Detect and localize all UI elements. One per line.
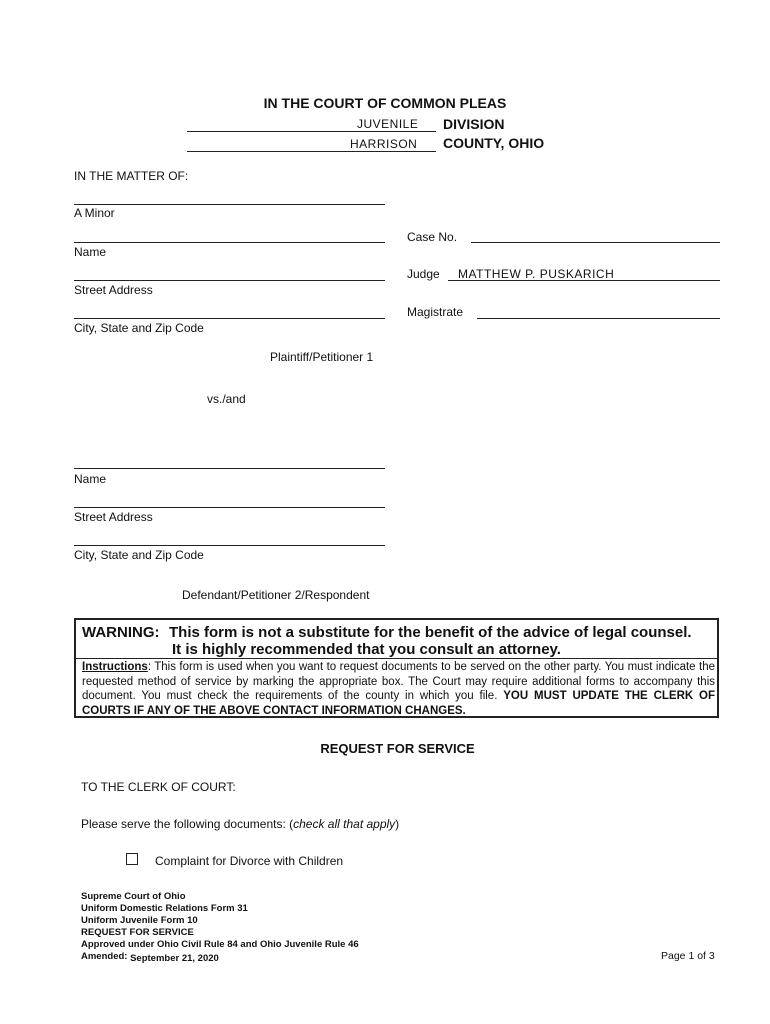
instructions-text	[82, 660, 715, 718]
party2-city-line	[74, 545, 385, 546]
footer-line-3: Uniform Juvenile Form 10	[81, 915, 198, 926]
party1-street-line	[74, 280, 385, 281]
request-title: REQUEST FOR SERVICE	[320, 741, 475, 756]
instructions-label: Instructions	[82, 661, 148, 673]
party1-name-line	[74, 242, 385, 243]
serve-instruction	[81, 817, 399, 831]
court-title: IN THE COURT OF COMMON PLEAS	[263, 95, 507, 111]
party1-role: Plaintiff/Petitioner 1	[270, 350, 374, 364]
minor-value[interactable]: A Minor	[74, 206, 115, 220]
party1-city-line	[74, 318, 385, 319]
judge-label: Judge	[407, 267, 440, 281]
division-label: DIVISION	[443, 116, 505, 132]
party1-city-label: City, State and Zip Code	[74, 321, 204, 335]
party2-role: Defendant/Petitioner 2/Respondent	[182, 588, 370, 602]
party1-street-label: Street Address	[74, 283, 153, 297]
page-number: Page 1 of 3	[661, 950, 715, 962]
case-no-label: Case No.	[407, 230, 458, 244]
amended-label: Amended:	[81, 951, 128, 962]
party2-street-line	[74, 507, 385, 508]
county-value[interactable]: HARRISON	[350, 137, 418, 151]
matter-line	[74, 204, 385, 205]
footer-line-5: Approved under Ohio Civil Rule 84 and Ohio Juvenile Rule 46	[81, 939, 359, 950]
division-value[interactable]: JUVENILE	[357, 117, 419, 131]
county-line	[187, 151, 436, 152]
instructions-body: : This form is used when you want to request documents to be served on the other party. You must indicate the requested method of service by marking the appropriate box. The Court may require additional forms to accompany this document. You must check the requirements of the county in which you file.	[82, 661, 715, 702]
warning-header	[76, 620, 717, 659]
form-footer	[81, 891, 359, 963]
footer-line-1: Supreme Court of Ohio	[81, 891, 186, 902]
magistrate-label: Magistrate	[407, 305, 464, 319]
warning-box	[74, 618, 719, 718]
footer-line-4: REQUEST FOR SERVICE	[81, 927, 194, 938]
warning-line-1: This form is not a substitute for the benefit of the advice of legal counsel.	[169, 624, 692, 641]
matter-label: IN THE MATTER OF:	[74, 169, 189, 183]
party1-name-label: Name	[74, 245, 107, 259]
case-no-field[interactable]	[471, 242, 720, 243]
footer-line-2: Uniform Domestic Relations Form 31	[81, 903, 248, 914]
serve-prefix: Please serve the following documents: (	[81, 817, 294, 831]
complaint-divorce-label: Complaint for Divorce with Children	[155, 854, 344, 868]
warning-line-2: It is highly recommended that you consult an attorney.	[172, 641, 561, 658]
judge-value[interactable]: MATTHEW P. PUSKARICH	[458, 267, 615, 281]
county-label: COUNTY, OHIO	[443, 135, 545, 151]
versus-label: vs./and	[207, 392, 246, 406]
serve-suffix: )	[395, 817, 400, 831]
complaint-divorce-checkbox[interactable]	[126, 853, 138, 865]
to-clerk-label: TO THE CLERK OF COURT:	[81, 780, 236, 794]
warning-label: WARNING:	[82, 624, 160, 641]
party2-name-line	[74, 468, 385, 469]
footer-amended	[81, 951, 359, 963]
magistrate-field[interactable]	[477, 318, 720, 319]
instructions-caps: YOU MUST UPDATE THE CLERK OF COURTS IF ANY OF THE ABOVE CONTACT INFORMATION CHANGES.	[82, 690, 715, 717]
party2-street-label: Street Address	[74, 510, 153, 524]
serve-italic: check all that apply	[293, 817, 396, 831]
division-line	[187, 131, 436, 132]
party2-name-label: Name	[74, 472, 107, 486]
party2-city-label: City, State and Zip Code	[74, 548, 204, 562]
amended-date: September 21, 2020	[130, 953, 219, 964]
